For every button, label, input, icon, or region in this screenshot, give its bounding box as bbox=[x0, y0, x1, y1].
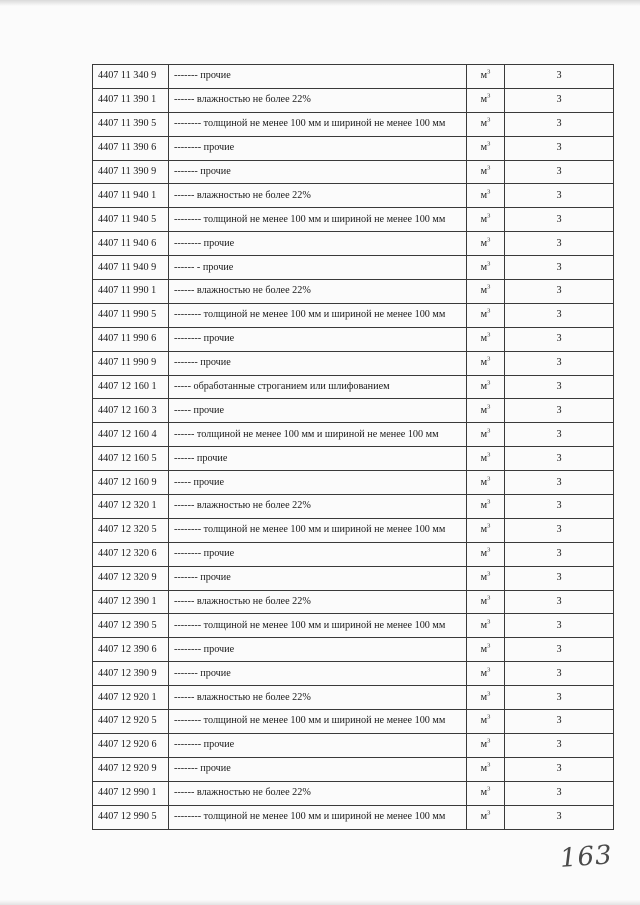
table-row bbox=[93, 781, 614, 805]
unit-exponent: 3 bbox=[487, 69, 491, 77]
commodity-code-cell: 4407 12 160 5 bbox=[93, 447, 169, 471]
unit-cell bbox=[467, 88, 505, 112]
commodity-code-cell: 4407 12 390 9 bbox=[93, 662, 169, 686]
page-number: 163 bbox=[559, 840, 614, 874]
unit-exponent: 3 bbox=[487, 546, 491, 554]
unit-exponent: 3 bbox=[487, 260, 491, 268]
description-cell: ------- прочие bbox=[169, 757, 467, 781]
unit-exponent: 3 bbox=[487, 164, 491, 172]
value-cell: 3 bbox=[505, 447, 614, 471]
table-row bbox=[93, 327, 614, 351]
description-cell: -------- толщиной не менее 100 мм и шириной не менее 100 мм bbox=[169, 710, 467, 734]
description-cell: -------- прочие bbox=[169, 327, 467, 351]
unit-cell bbox=[467, 112, 505, 136]
commodity-code-cell: 4407 11 390 5 bbox=[93, 112, 169, 136]
value-cell: 3 bbox=[505, 662, 614, 686]
value-cell: 3 bbox=[505, 136, 614, 160]
value-cell: 3 bbox=[505, 590, 614, 614]
unit-exponent: 3 bbox=[487, 188, 491, 196]
table-row bbox=[93, 399, 614, 423]
commodity-code-cell: 4407 12 390 1 bbox=[93, 590, 169, 614]
table-row bbox=[93, 638, 614, 662]
table-row bbox=[93, 184, 614, 208]
unit-base: м bbox=[480, 715, 488, 727]
table-row bbox=[93, 495, 614, 519]
unit-exponent: 3 bbox=[487, 331, 491, 339]
unit-base: м bbox=[480, 643, 488, 655]
unit-cell bbox=[467, 447, 505, 471]
description-cell: ----- обработанные строганием или шлифованием bbox=[169, 375, 467, 399]
unit-base: м bbox=[480, 142, 488, 154]
unit-exponent: 3 bbox=[487, 666, 491, 674]
unit-cell bbox=[467, 566, 505, 590]
unit-base: м bbox=[480, 763, 488, 775]
commodity-code-cell: 4407 11 390 6 bbox=[93, 136, 169, 160]
unit-exponent: 3 bbox=[487, 714, 491, 722]
commodity-code-cell: 4407 11 990 1 bbox=[93, 280, 169, 304]
unit-base: м bbox=[480, 189, 488, 201]
description-cell: ------ влажностью не более 22% bbox=[169, 88, 467, 112]
value-cell: 3 bbox=[505, 566, 614, 590]
description-cell: -------- толщиной не менее 100 мм и шириной не менее 100 мм bbox=[169, 518, 467, 542]
description-cell: ------ - прочие bbox=[169, 256, 467, 280]
unit-exponent: 3 bbox=[487, 594, 491, 602]
unit-exponent: 3 bbox=[487, 116, 491, 124]
unit-cell bbox=[467, 542, 505, 566]
unit-cell bbox=[467, 208, 505, 232]
description-cell: ----- прочие bbox=[169, 399, 467, 423]
description-cell: -------- прочие bbox=[169, 542, 467, 566]
commodity-code-cell: 4407 12 920 6 bbox=[93, 733, 169, 757]
unit-base: м bbox=[480, 261, 488, 273]
commodity-code-cell: 4407 12 320 9 bbox=[93, 566, 169, 590]
unit-exponent: 3 bbox=[487, 785, 491, 793]
value-cell: 3 bbox=[505, 208, 614, 232]
unit-base: м bbox=[480, 428, 488, 440]
table-row bbox=[93, 423, 614, 447]
description-cell: -------- толщиной не менее 100 мм и шириной не менее 100 мм bbox=[169, 303, 467, 327]
table-row bbox=[93, 662, 614, 686]
unit-base: м bbox=[480, 500, 488, 512]
unit-base: м bbox=[480, 548, 488, 560]
description-cell: ------ влажностью не более 22% bbox=[169, 184, 467, 208]
unit-cell bbox=[467, 136, 505, 160]
description-cell: -------- прочие bbox=[169, 232, 467, 256]
unit-cell bbox=[467, 65, 505, 89]
description-cell: -------- прочие bbox=[169, 136, 467, 160]
table-row bbox=[93, 710, 614, 734]
tariff-table bbox=[92, 64, 614, 830]
table-row bbox=[93, 65, 614, 89]
table-row bbox=[93, 280, 614, 304]
unit-exponent: 3 bbox=[487, 618, 491, 626]
unit-base: м bbox=[480, 524, 488, 536]
commodity-code-cell: 4407 11 990 9 bbox=[93, 351, 169, 375]
unit-base: м bbox=[480, 667, 488, 679]
unit-base: м bbox=[480, 452, 488, 464]
description-cell: ------ влажностью не более 22% bbox=[169, 590, 467, 614]
unit-base: м bbox=[480, 381, 488, 393]
unit-cell bbox=[467, 614, 505, 638]
value-cell: 3 bbox=[505, 423, 614, 447]
unit-base: м bbox=[480, 309, 488, 321]
unit-exponent: 3 bbox=[487, 809, 491, 817]
value-cell: 3 bbox=[505, 65, 614, 89]
table-row bbox=[93, 375, 614, 399]
table-row bbox=[93, 256, 614, 280]
value-cell: 3 bbox=[505, 375, 614, 399]
table-row bbox=[93, 566, 614, 590]
description-cell: ------- прочие bbox=[169, 662, 467, 686]
commodity-code-cell: 4407 12 320 1 bbox=[93, 495, 169, 519]
table-row bbox=[93, 351, 614, 375]
description-cell: ------ влажностью не более 22% bbox=[169, 280, 467, 304]
value-cell: 3 bbox=[505, 327, 614, 351]
table-row bbox=[93, 303, 614, 327]
description-cell: -------- толщиной не менее 100 мм и шириной не менее 100 мм bbox=[169, 112, 467, 136]
value-cell: 3 bbox=[505, 184, 614, 208]
unit-base: м bbox=[480, 285, 488, 297]
description-cell: ----- прочие bbox=[169, 471, 467, 495]
unit-cell bbox=[467, 327, 505, 351]
value-cell: 3 bbox=[505, 303, 614, 327]
value-cell: 3 bbox=[505, 399, 614, 423]
unit-base: м bbox=[480, 237, 488, 249]
unit-cell bbox=[467, 399, 505, 423]
unit-cell bbox=[467, 638, 505, 662]
unit-cell bbox=[467, 590, 505, 614]
table-row bbox=[93, 208, 614, 232]
value-cell: 3 bbox=[505, 256, 614, 280]
table-row bbox=[93, 542, 614, 566]
unit-cell bbox=[467, 518, 505, 542]
unit-exponent: 3 bbox=[487, 307, 491, 315]
description-cell: -------- прочие bbox=[169, 638, 467, 662]
unit-base: м bbox=[480, 691, 488, 703]
description-cell: ------- прочие bbox=[169, 160, 467, 184]
commodity-code-cell: 4407 12 160 9 bbox=[93, 471, 169, 495]
unit-cell bbox=[467, 351, 505, 375]
value-cell: 3 bbox=[505, 805, 614, 829]
table-row bbox=[93, 88, 614, 112]
table-row bbox=[93, 112, 614, 136]
unit-cell bbox=[467, 733, 505, 757]
unit-base: м bbox=[480, 596, 488, 608]
table-row bbox=[93, 160, 614, 184]
unit-cell bbox=[467, 160, 505, 184]
unit-cell bbox=[467, 303, 505, 327]
commodity-code-cell: 4407 12 160 1 bbox=[93, 375, 169, 399]
unit-exponent: 3 bbox=[487, 690, 491, 698]
description-cell: ------- прочие bbox=[169, 351, 467, 375]
unit-base: м bbox=[480, 811, 488, 823]
unit-base: м bbox=[480, 70, 488, 82]
commodity-code-cell: 4407 11 390 1 bbox=[93, 88, 169, 112]
unit-cell bbox=[467, 686, 505, 710]
unit-cell bbox=[467, 256, 505, 280]
scan-top-edge bbox=[0, 0, 640, 6]
unit-base: м bbox=[480, 357, 488, 369]
value-cell: 3 bbox=[505, 112, 614, 136]
unit-exponent: 3 bbox=[487, 570, 491, 578]
unit-exponent: 3 bbox=[487, 761, 491, 769]
value-cell: 3 bbox=[505, 160, 614, 184]
unit-exponent: 3 bbox=[487, 499, 491, 507]
unit-base: м bbox=[480, 787, 488, 799]
commodity-code-cell: 4407 12 320 5 bbox=[93, 518, 169, 542]
table-row bbox=[93, 136, 614, 160]
unit-exponent: 3 bbox=[487, 355, 491, 363]
unit-cell bbox=[467, 280, 505, 304]
unit-base: м bbox=[480, 213, 488, 225]
unit-cell bbox=[467, 805, 505, 829]
value-cell: 3 bbox=[505, 351, 614, 375]
description-cell: ------ прочие bbox=[169, 447, 467, 471]
unit-base: м bbox=[480, 333, 488, 345]
description-cell: ------ толщиной не менее 100 мм и шириной не менее 100 мм bbox=[169, 423, 467, 447]
value-cell: 3 bbox=[505, 781, 614, 805]
unit-exponent: 3 bbox=[487, 522, 491, 530]
value-cell: 3 bbox=[505, 495, 614, 519]
scan-bottom-edge bbox=[0, 900, 640, 905]
value-cell: 3 bbox=[505, 471, 614, 495]
value-cell: 3 bbox=[505, 88, 614, 112]
description-cell: -------- толщиной не менее 100 мм и шириной не менее 100 мм bbox=[169, 208, 467, 232]
unit-exponent: 3 bbox=[487, 92, 491, 100]
commodity-code-cell: 4407 12 160 3 bbox=[93, 399, 169, 423]
value-cell: 3 bbox=[505, 733, 614, 757]
unit-cell bbox=[467, 757, 505, 781]
commodity-code-cell: 4407 11 990 5 bbox=[93, 303, 169, 327]
table-row bbox=[93, 447, 614, 471]
table-row bbox=[93, 471, 614, 495]
description-cell: ------ влажностью не более 22% bbox=[169, 781, 467, 805]
unit-base: м bbox=[480, 404, 488, 416]
unit-base: м bbox=[480, 619, 488, 631]
unit-exponent: 3 bbox=[487, 403, 491, 411]
commodity-code-cell: 4407 12 920 1 bbox=[93, 686, 169, 710]
value-cell: 3 bbox=[505, 280, 614, 304]
unit-exponent: 3 bbox=[487, 475, 491, 483]
unit-base: м bbox=[480, 166, 488, 177]
table-body bbox=[93, 65, 614, 830]
unit-cell bbox=[467, 471, 505, 495]
unit-cell bbox=[467, 423, 505, 447]
value-cell: 3 bbox=[505, 542, 614, 566]
table-row bbox=[93, 590, 614, 614]
commodity-code-cell: 4407 12 920 5 bbox=[93, 710, 169, 734]
commodity-code-cell: 4407 12 320 6 bbox=[93, 542, 169, 566]
unit-exponent: 3 bbox=[487, 140, 491, 148]
description-cell: ------- прочие bbox=[169, 566, 467, 590]
unit-exponent: 3 bbox=[487, 737, 491, 745]
unit-exponent: 3 bbox=[487, 427, 491, 435]
commodity-code-cell: 4407 11 940 5 bbox=[93, 208, 169, 232]
description-cell: -------- толщиной не менее 100 мм и шириной не менее 100 мм bbox=[169, 614, 467, 638]
unit-exponent: 3 bbox=[487, 451, 491, 459]
unit-base: м bbox=[480, 94, 488, 106]
description-cell: ------ влажностью не более 22% bbox=[169, 686, 467, 710]
description-cell: ------- прочие bbox=[169, 65, 467, 89]
unit-cell bbox=[467, 495, 505, 519]
value-cell: 3 bbox=[505, 232, 614, 256]
commodity-code-cell: 4407 11 940 9 bbox=[93, 256, 169, 280]
unit-base: м bbox=[480, 476, 488, 488]
commodity-code-cell: 4407 12 160 4 bbox=[93, 423, 169, 447]
commodity-code-cell: 4407 12 390 5 bbox=[93, 614, 169, 638]
unit-base: м bbox=[480, 118, 488, 130]
unit-base: м bbox=[480, 572, 488, 584]
value-cell: 3 bbox=[505, 710, 614, 734]
description-cell: -------- прочие bbox=[169, 733, 467, 757]
value-cell: 3 bbox=[505, 638, 614, 662]
table-row bbox=[93, 733, 614, 757]
unit-cell bbox=[467, 710, 505, 734]
table-row bbox=[93, 614, 614, 638]
unit-exponent: 3 bbox=[487, 284, 491, 292]
value-cell: 3 bbox=[505, 686, 614, 710]
unit-exponent: 3 bbox=[487, 212, 491, 220]
unit-exponent: 3 bbox=[487, 379, 491, 387]
table-row bbox=[93, 757, 614, 781]
description-cell: ------ влажностью не более 22% bbox=[169, 495, 467, 519]
unit-cell bbox=[467, 375, 505, 399]
commodity-code-cell: 4407 11 940 1 bbox=[93, 184, 169, 208]
table-row bbox=[93, 518, 614, 542]
unit-exponent: 3 bbox=[487, 642, 491, 650]
commodity-code-cell: 4407 12 990 1 bbox=[93, 781, 169, 805]
table-row bbox=[93, 805, 614, 829]
unit-cell bbox=[467, 781, 505, 805]
value-cell: 3 bbox=[505, 614, 614, 638]
commodity-code-cell: 4407 11 390 9 bbox=[93, 160, 169, 184]
commodity-code-cell: 4407 12 990 5 bbox=[93, 805, 169, 829]
commodity-code-cell: 4407 11 340 9 bbox=[93, 65, 169, 89]
unit-exponent: 3 bbox=[487, 236, 491, 244]
value-cell: 3 bbox=[505, 518, 614, 542]
unit-cell bbox=[467, 184, 505, 208]
commodity-code-cell: 4407 11 940 6 bbox=[93, 232, 169, 256]
unit-cell bbox=[467, 232, 505, 256]
table-row bbox=[93, 686, 614, 710]
value-cell: 3 bbox=[505, 757, 614, 781]
description-cell: -------- толщиной не менее 100 мм и шириной не менее 100 мм bbox=[169, 805, 467, 829]
unit-cell bbox=[467, 662, 505, 686]
commodity-code-cell: 4407 12 390 6 bbox=[93, 638, 169, 662]
commodity-code-cell: 4407 12 920 9 bbox=[93, 757, 169, 781]
unit-base: м bbox=[480, 739, 488, 751]
commodity-code-cell: 4407 11 990 6 bbox=[93, 327, 169, 351]
table-row bbox=[93, 232, 614, 256]
